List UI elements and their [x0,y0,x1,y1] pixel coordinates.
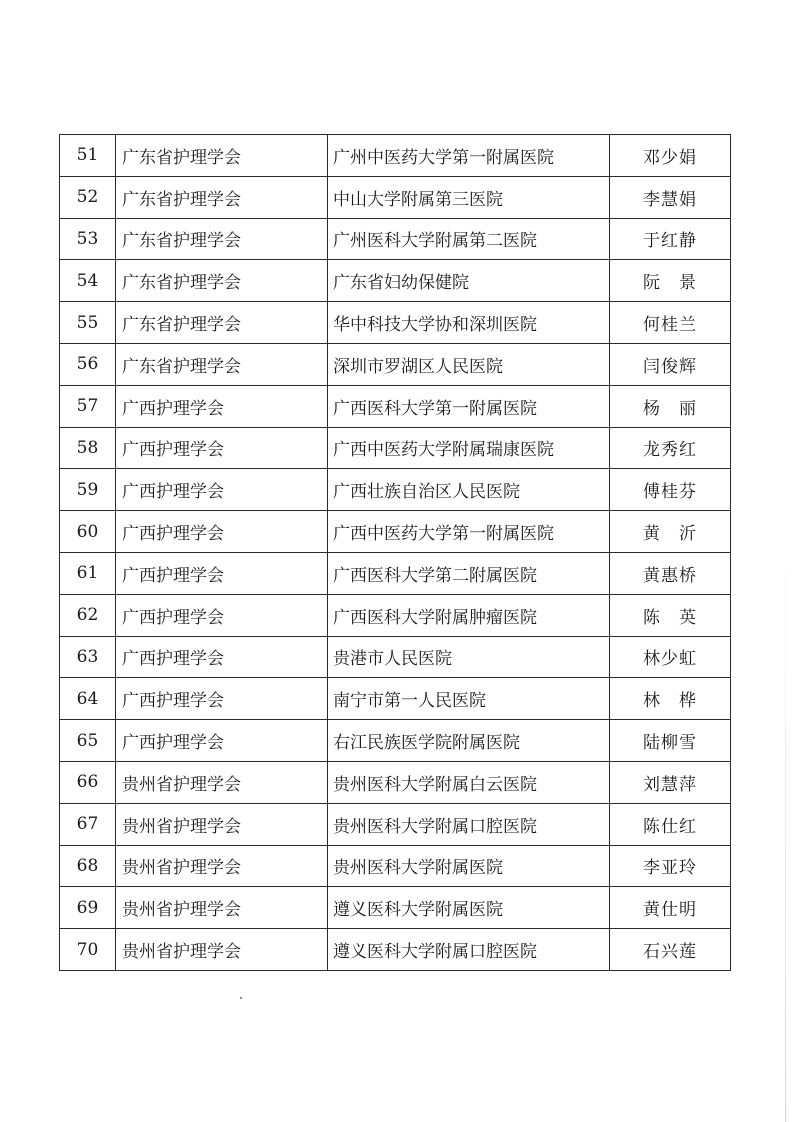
organization-cell: 广东省护理学会 [116,218,328,260]
table-row [60,552,731,594]
hospital-cell: 贵州医科大学附属白云医院 [328,761,610,803]
row-number-cell: 67 [60,803,116,845]
hospital-cell: 南宁市第一人民医院 [328,678,610,720]
hospital-cell: 广西中医药大学附属瑞康医院 [328,427,610,469]
person-name-cell: 林 桦 [610,678,731,720]
person-name-cell: 林少虹 [610,636,731,678]
organization-cell: 贵州省护理学会 [116,761,328,803]
table-row [60,845,731,887]
row-number-cell: 60 [60,511,116,553]
scan-edge-shadow [785,500,786,1122]
table-row [60,135,731,177]
row-number-cell: 64 [60,678,116,720]
table-row [60,720,731,762]
hospital-cell: 广西医科大学附属肿瘤医院 [328,594,610,636]
row-number-cell: 65 [60,720,116,762]
table-row [60,594,731,636]
row-number-cell: 56 [60,343,116,385]
row-number-cell: 70 [60,929,116,971]
hospital-cell: 贵州医科大学附属医院 [328,845,610,887]
hospital-cell: 广西医科大学第二附属医院 [328,552,610,594]
roster-table [59,134,731,971]
hospital-cell: 广西壮族自治区人民医院 [328,469,610,511]
person-name-cell: 刘慧萍 [610,761,731,803]
hospital-cell: 广西中医药大学第一附属医院 [328,511,610,553]
row-number-cell: 59 [60,469,116,511]
hospital-cell: 遵义医科大学附属医院 [328,887,610,929]
table-row [60,636,731,678]
table-row [60,176,731,218]
row-number-cell: 61 [60,552,116,594]
person-name-cell: 黄 沂 [610,511,731,553]
table-row [60,469,731,511]
organization-cell: 广西护理学会 [116,594,328,636]
organization-cell: 广西护理学会 [116,720,328,762]
row-number-cell: 53 [60,218,116,260]
row-number-cell: 58 [60,427,116,469]
organization-cell: 广西护理学会 [116,552,328,594]
row-number-cell: 68 [60,845,116,887]
organization-cell: 广东省护理学会 [116,176,328,218]
table-row [60,887,731,929]
table-row [60,302,731,344]
table-row [60,678,731,720]
hospital-cell: 广东省妇幼保健院 [328,260,610,302]
row-number-cell: 51 [60,135,116,177]
table-row [60,385,731,427]
hospital-cell: 右江民族医学院附属医院 [328,720,610,762]
table-row [60,761,731,803]
person-name-cell: 龙秀红 [610,427,731,469]
row-number-cell: 69 [60,887,116,929]
organization-cell: 贵州省护理学会 [116,887,328,929]
table-row [60,803,731,845]
organization-cell: 广西护理学会 [116,385,328,427]
person-name-cell: 黄惠桥 [610,552,731,594]
organization-cell: 贵州省护理学会 [116,929,328,971]
person-name-cell: 闫俊辉 [610,343,731,385]
table-row [60,218,731,260]
organization-cell: 贵州省护理学会 [116,803,328,845]
table-row [60,343,731,385]
person-name-cell: 阮 景 [610,260,731,302]
row-number-cell: 62 [60,594,116,636]
organization-cell: 广东省护理学会 [116,135,328,177]
organization-cell: 广西护理学会 [116,678,328,720]
hospital-cell: 华中科技大学协和深圳医院 [328,302,610,344]
row-number-cell: 63 [60,636,116,678]
organization-cell: 广东省护理学会 [116,260,328,302]
roster-table-body [60,135,731,971]
person-name-cell: 陈 英 [610,594,731,636]
organization-cell: 广西护理学会 [116,427,328,469]
hospital-cell: 中山大学附属第三医院 [328,176,610,218]
person-name-cell: 何桂兰 [610,302,731,344]
organization-cell: 广西护理学会 [116,636,328,678]
row-number-cell: 52 [60,176,116,218]
hospital-cell: 贵港市人民医院 [328,636,610,678]
hospital-cell: 广州中医药大学第一附属医院 [328,135,610,177]
hospital-cell: 广西医科大学第一附属医院 [328,385,610,427]
person-name-cell: 陈仕红 [610,803,731,845]
table-row [60,929,731,971]
person-name-cell: 黄仕明 [610,887,731,929]
organization-cell: 广东省护理学会 [116,302,328,344]
organization-cell: 贵州省护理学会 [116,845,328,887]
organization-cell: 广东省护理学会 [116,343,328,385]
person-name-cell: 邓少娟 [610,135,731,177]
person-name-cell: 于红静 [610,218,731,260]
row-number-cell: 66 [60,761,116,803]
row-number-cell: 55 [60,302,116,344]
organization-cell: 广西护理学会 [116,469,328,511]
person-name-cell: 杨 丽 [610,385,731,427]
table-row [60,511,731,553]
row-number-cell: 57 [60,385,116,427]
row-number-cell: 54 [60,260,116,302]
person-name-cell: 陆柳雪 [610,720,731,762]
hospital-cell: 深圳市罗湖区人民医院 [328,343,610,385]
hospital-cell: 遵义医科大学附属口腔医院 [328,929,610,971]
table-row [60,427,731,469]
hospital-cell: 广州医科大学附属第二医院 [328,218,610,260]
table-row [60,260,731,302]
person-name-cell: 傅桂芬 [610,469,731,511]
hospital-cell: 贵州医科大学附属口腔医院 [328,803,610,845]
person-name-cell: 李慧娟 [610,176,731,218]
scan-speck [240,997,242,999]
person-name-cell: 李亚玲 [610,845,731,887]
person-name-cell: 石兴莲 [610,929,731,971]
organization-cell: 广西护理学会 [116,511,328,553]
